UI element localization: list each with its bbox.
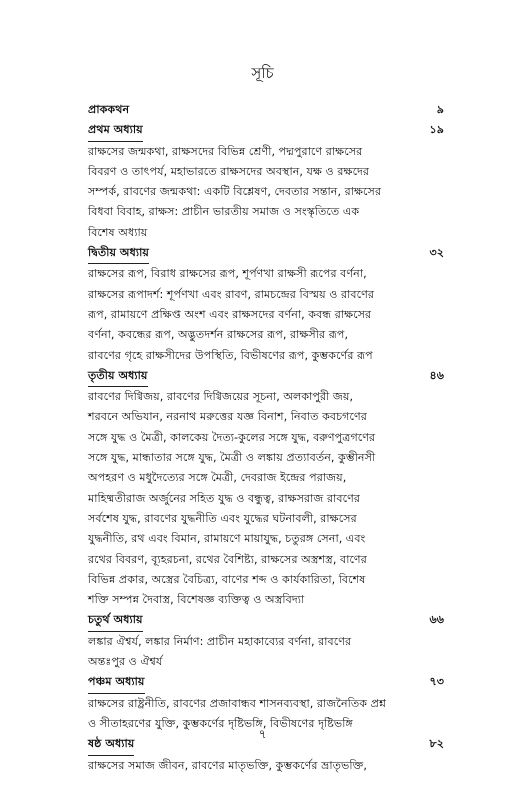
description-line: সম্পর্ক, রাবণের জন্মকথা: একটি বিশ্লেষণ, দেবতার সন্তান, রাক্ষসের [88,185,382,199]
description-line: সঙ্গে যুদ্ধ ও মৈত্রী, কালকেয় দৈত্য-কুলের সঙ্গে যুদ্ধ, বরুণপুত্রগণের [88,430,376,444]
description-line: সর্বশেষ যুদ্ধ, রাবণের যুদ্ধনীতি এবং যুদ্ধের ঘটনাবলী, রাক্ষসের [88,511,357,525]
toc-entry-page: ৮২ [429,737,444,751]
description-line: বর্ণনা, কবন্ধের রূপ, অদ্ভুতদর্শন রাক্ষসের রূপ, রাক্ষসীর রূপ, [88,328,349,342]
toc-entry-preface [88,100,444,120]
description-line: অপহরণ ও মধুদৈত্যের সঙ্গে মৈত্রী, দেবরাজ ইন্দ্রের পরাজয়, [88,471,347,485]
toc-entry-chapter-2 [88,243,444,264]
toc-entry-title: ষষ্ঠ অধ্যায় [88,734,134,755]
description-line: ও সীতাহরণের যুক্তি, কুম্ভকর্ণের দৃষ্টিভঙ্গি, বিভীষণের দৃষ্টিভঙ্গি [88,716,353,730]
description-line: বিশেষ অধ্যায় [88,225,148,239]
toc-entry-page: ৪৬ [429,368,444,382]
description-line: শক্তি সম্পন্ন দৈবাস্ত্র, বিশেষজ্ঞ ব্যক্তিত্ব ও অস্ত্রবিদ্যা [88,593,305,607]
toc-entry-title: পঞ্চম অধ্যায় [88,672,145,693]
description-line: যুদ্ধনীতি, রথ এবং বিমান, রামায়ণে মায়াযুদ্ধ, চতুরঙ্গ সেনা, এবং [88,532,366,546]
toc-entry-chapter-5 [88,672,444,693]
description-line: রাক্ষসের রূপাদর্শ: শূর্পণখা এবং রাবণ, রামচন্দ্রের বিস্ময় ও রাবণের [88,287,375,301]
toc-entry-title: প্রথম অধ্যায় [88,120,143,141]
description-line: রাক্ষসের সমাজ জীবন, রাবণের মাতৃভক্তি, কুম্ভকর্ণের ভ্রাতৃভক্তি, [88,758,367,772]
toc-entry-description [88,387,450,610]
description-line: লঙ্কার ঐশ্বর্য, লঙ্কার নির্মাণ: প্রাচীন মহাকাব্যের বর্ণনা, রাবণের [88,634,352,648]
toc-entry-page: ৬৬ [429,613,444,627]
description-line: রথের বিবরণ, ব্যূহরচনা, রথের বৈশিষ্ট্য, রাক্ষসের অস্ত্রশস্ত্র, বাণের [88,552,367,566]
toc-entry-title: দ্বিতীয় অধ্যায় [88,243,149,264]
toc-entry-description [88,632,450,673]
description-line: রূপ, রামায়ণে প্রক্ষিপ্ত অংশ এবং রাক্ষসদের বর্ণনা, কবন্ধ রাক্ষসের [88,307,372,321]
description-line: বিভিন্ন প্রকার, অস্ত্রের বৈচিত্র্য, বাণের শব্দ ও কার্যকারিতা, বিশেষ [88,572,366,586]
description-line: রাক্ষসের রূপ, বিরাধ রাক্ষসের রূপ, শূর্পণখা রাক্ষসী রূপের বর্ণনা, [88,267,367,281]
description-line: বিবরণ ও তাৎপর্য, মহাভারতে রাক্ষসদের অবস্থান, যক্ষ ও রক্ষদের [88,164,370,178]
page-title: সূচি [251,64,274,82]
toc-entry-description [88,756,450,776]
toc-entry-description [88,264,450,365]
toc-entry-title: প্রাককথন [88,103,130,116]
table-of-contents [88,100,444,776]
description-line: বিধবা বিবাহ, রাক্ষস: প্রাচীন ভারতীয় সমাজ ও সংস্কৃতিতে এক [88,205,360,219]
toc-entry-description [88,142,450,243]
description-line: রাক্ষসের রাষ্ট্রনীতি, রাবণের প্রজাবান্ধব শাসনব্যবস্থা, রাজনৈতিক প্রশ্ন [88,696,387,710]
toc-entry-title: তৃতীয় অধ্যায় [88,366,148,387]
toc-entry-page: ১৯ [429,123,444,137]
toc-entry-page: ৯ [436,103,444,116]
description-line: সঙ্গে যুদ্ধ, মান্ধাতার সঙ্গে যুদ্ধ, মৈত্রী ও লঙ্কায় প্রত্যাবর্তন, কুম্ভীনসী [88,451,376,465]
description-line: রাবণের গৃহে রাক্ষসীদের উপস্থিতি, বিভীষণের রূপ, কুম্ভকর্ণের রূপ [88,348,373,362]
toc-entry-chapter-4 [88,610,444,631]
toc-entry-chapter-3 [88,366,444,387]
toc-entry-title: চতুর্থ অধ্যায় [88,610,143,631]
toc-entry-page: ৩২ [429,246,444,260]
description-line: শরবনে অভিযান, নরনাথ মরুত্তের যজ্ঞ বিনাশ, নিবাত কবচগণের [88,410,367,424]
description-line: রাবণের দিগ্বিজয়, রাবণের দিগ্বিজয়ের সূচনা, অলকাপুরী জয়, [88,390,354,404]
toc-entry-page: ৭৩ [429,675,444,689]
description-line: অন্তঃপুর ও ঐশ্বর্য [88,655,163,669]
description-line: মাহিষ্মতীরাজ অর্জুনের সহিত যুদ্ধ ও বন্ধুত্ব, রাক্ষসরাজ রাবণের [88,491,361,505]
description-line: রাক্ষসের জন্মকথা, রাক্ষসদের বিভিন্ন শ্রেণী, পদ্মপুরাণে রাক্ষসের [88,144,363,158]
toc-entry-chapter-1 [88,120,444,141]
page-number: ৭ [258,727,267,741]
